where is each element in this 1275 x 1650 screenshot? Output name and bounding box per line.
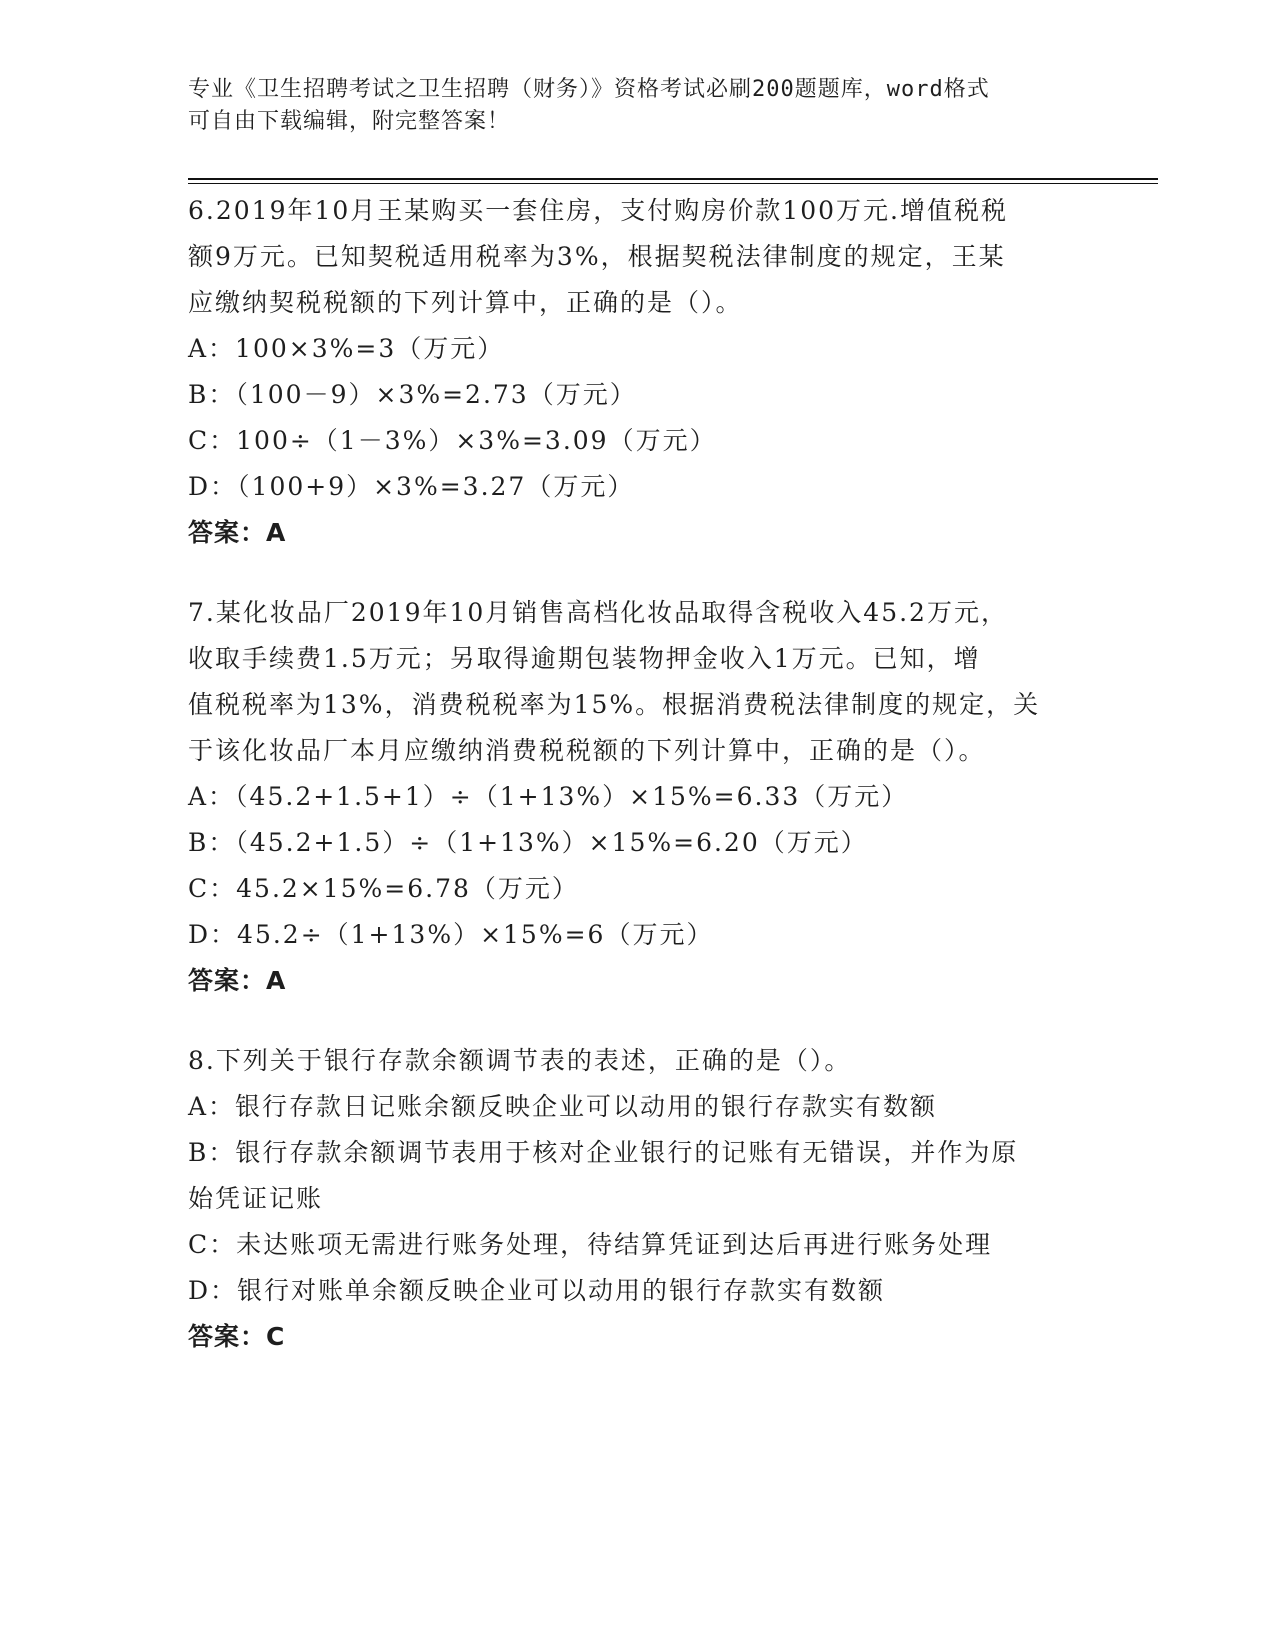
option-c: C：45.2×15%=6.78（万元） (188, 874, 579, 903)
option-a: A：（45.2+1.5+1）÷（1+13%）×15%=6.33（万元） (188, 782, 909, 811)
option-b-continued: 始凭证记账 (188, 1184, 324, 1213)
question-stem-line: 6.2019年10月王某购买一套住房，支付购房价款100万元.增值税税 (188, 196, 1008, 225)
answer-label: 答案：A (188, 966, 287, 995)
question-7 (188, 590, 1088, 1004)
answer-label: 答案：C (188, 1322, 286, 1351)
option-c: C：100÷（1－3%）×3%=3.09（万元） (188, 426, 717, 455)
option-d: D：45.2÷（1+13%）×15%=6（万元） (188, 920, 714, 949)
question-stem-line: 8.下列关于银行存款余额调节表的表述，正确的是（）。 (188, 1046, 852, 1075)
question-stem-line: 额9万元。已知契税适用税率为3%，根据契税法律制度的规定，王某 (188, 242, 1006, 271)
question-6 (188, 188, 1088, 556)
option-b: B：（100－9）×3%=2.73（万元） (188, 380, 637, 409)
question-stem-line: 应缴纳契税税额的下列计算中，正确的是（）。 (188, 288, 743, 317)
option-d: D：（100+9）×3%=3.27（万元） (188, 472, 635, 501)
option-b: B：银行存款余额调节表用于核对企业银行的记账有无错误，并作为原 (188, 1138, 1019, 1167)
question-stem-line: 值税税率为13%，消费税税率为15%。根据消费税法律制度的规定，关 (188, 690, 1041, 719)
option-c: C：未达账项无需进行账务处理，待结算凭证到达后再进行账务处理 (188, 1230, 993, 1259)
option-a: A：100×3%=3（万元） (188, 334, 505, 363)
question-stem-line: 于该化妆品厂本月应缴纳消费税税额的下列计算中，正确的是（）。 (188, 736, 986, 765)
option-a: A：银行存款日记账余额反映企业可以动用的银行存款实有数额 (188, 1092, 938, 1121)
header-line-1: 专业《卫生招聘考试之卫生招聘（财务）》资格考试必刷200题题库，word格式 (188, 77, 990, 102)
question-stem-line: 收取手续费1.5万元；另取得逾期包装物押金收入1万元。已知，增 (188, 644, 981, 673)
question-stem-line: 7.某化妆品厂2019年10月销售高档化妆品取得含税收入45.2万元， (188, 598, 1008, 627)
question-8 (188, 1038, 1088, 1360)
header-line-2: 可自由下载编辑，附完整答案！ (188, 109, 511, 134)
answer-label: 答案：A (188, 518, 287, 547)
document-header (188, 74, 1088, 138)
option-b: B：（45.2+1.5）÷（1+13%）×15%=6.20（万元） (188, 828, 868, 857)
header-divider (188, 178, 1158, 184)
option-d: D：银行对账单余额反映企业可以动用的银行存款实有数额 (188, 1276, 886, 1305)
